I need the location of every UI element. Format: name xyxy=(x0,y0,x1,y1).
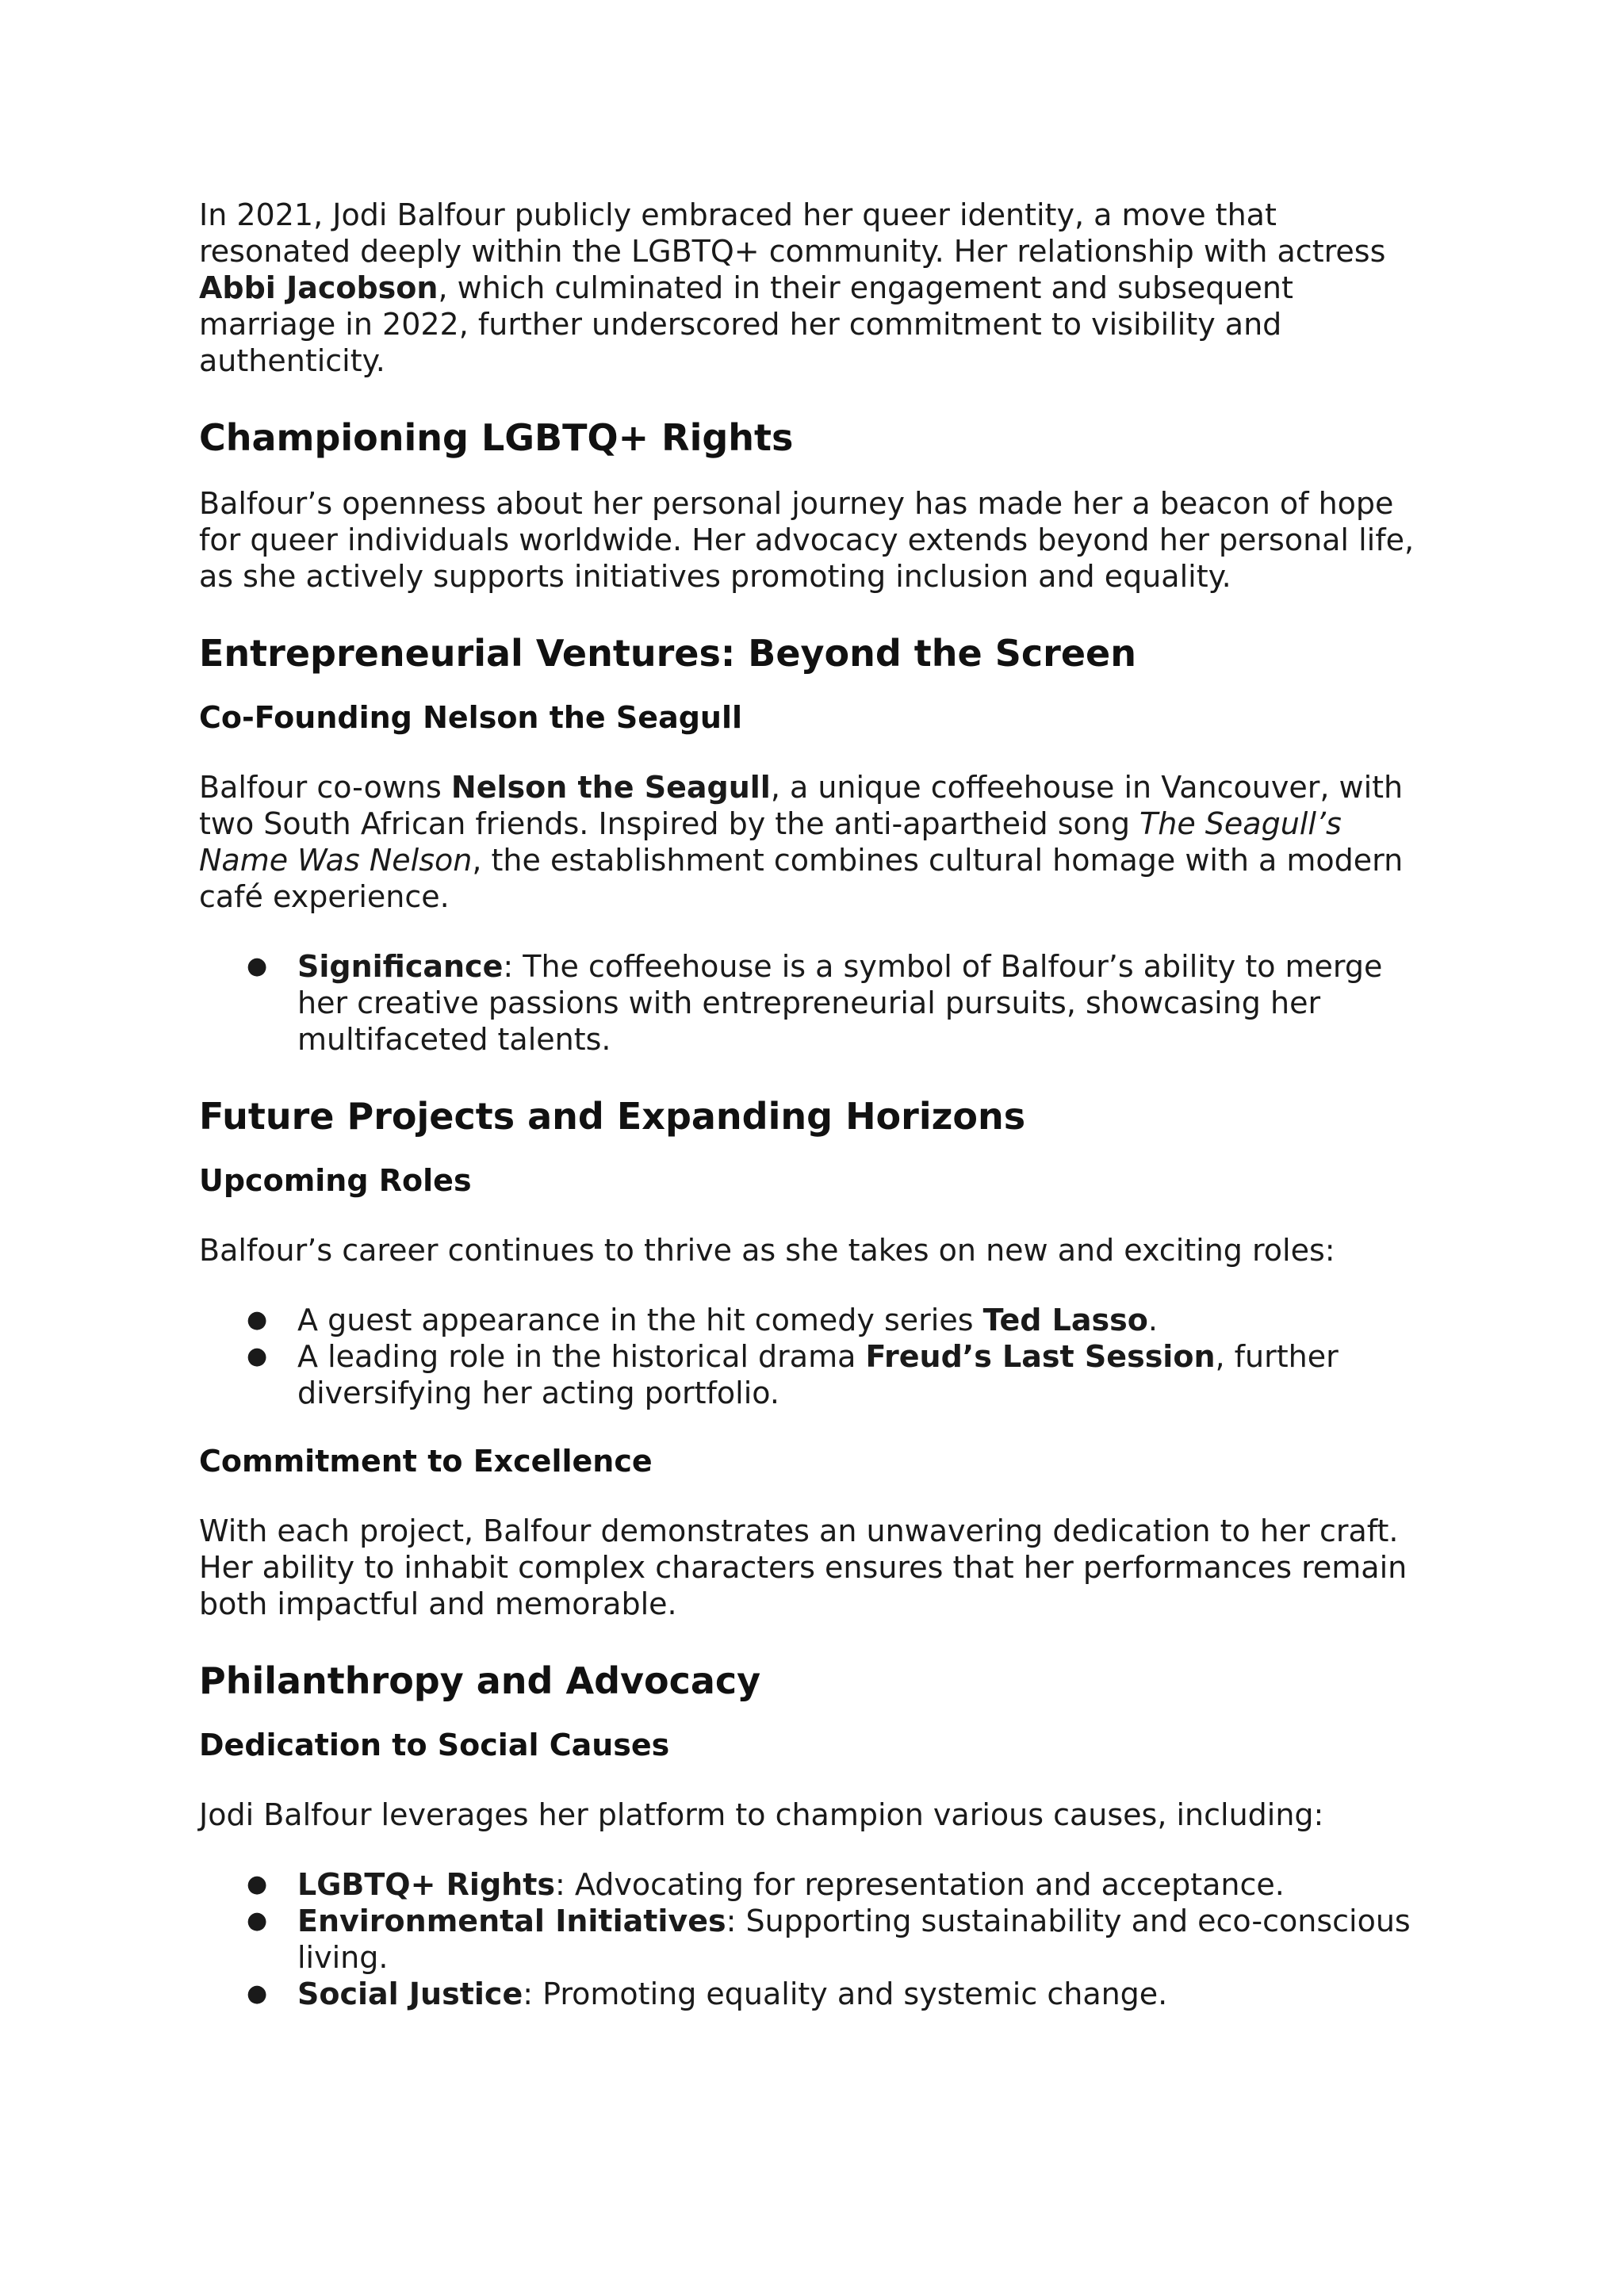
bullet-icon: ● xyxy=(247,1306,268,1334)
entrepreneurial-text-1: Balfour co-owns xyxy=(199,770,451,805)
entrepreneurial-text-2: , a unique coffeehouse in Vancouver, with two South African friends. Inspired by the anti-apartheid song xyxy=(199,770,1404,841)
heading-future: Future Projects and Expanding Horizons xyxy=(199,1095,1026,1138)
significance-list xyxy=(199,948,1436,1058)
list-item-bold: Ted Lasso xyxy=(982,1303,1148,1337)
list-item-significance xyxy=(199,948,1436,1058)
list-item-label: Significance xyxy=(297,949,504,984)
championing-paragraph: Balfour’s openness about her personal journey has made her a beacon of hope for queer individuals worldwide. Her advocacy extends beyond her personal life, as she actively supports initiatives promoting inclusion and equality. xyxy=(199,486,1415,594)
bullet-icon: ● xyxy=(247,1870,268,1898)
subheading-co-founding: Co-Founding Nelson the Seagull xyxy=(199,700,743,735)
list-item-bold: Freud’s Last Session xyxy=(865,1339,1216,1374)
entrepreneurial-paragraph xyxy=(199,769,1436,915)
document-page xyxy=(199,197,1436,2012)
list-item-text: . xyxy=(1147,1303,1158,1337)
roles-list xyxy=(199,1302,1436,1411)
list-item-social-justice xyxy=(199,1976,1436,2012)
list-item-label: Environmental Initiatives xyxy=(297,1904,726,1938)
list-item-text: A guest appearance in the hit comedy series xyxy=(297,1303,983,1337)
list-item-text: : Promoting equality and systemic change. xyxy=(523,1976,1168,2011)
list-item-lgbtq-rights xyxy=(199,1866,1436,1903)
list-item-environmental xyxy=(199,1903,1436,1976)
list-item-freud xyxy=(199,1338,1436,1411)
intro-text-2: , which culminated in their engagement and subsequent marriage in 2022, further underscored her commitment to visibility and authenticity. xyxy=(199,270,1293,378)
song-title: The Seagull’s Name Was Nelson xyxy=(199,806,1342,878)
list-item-label: LGBTQ+ Rights xyxy=(297,1867,555,1902)
philanthropy-paragraph: Jodi Balfour leverages her platform to champion various causes, including: xyxy=(199,1797,1324,1832)
bullet-icon: ● xyxy=(247,1980,268,2007)
bullet-icon: ● xyxy=(247,1342,268,1370)
list-item-text: : Advocating for representation and acceptance. xyxy=(555,1867,1285,1902)
list-item-text: A leading role in the historical drama xyxy=(297,1339,866,1374)
bullet-icon: ● xyxy=(247,1907,268,1934)
list-item-text: , further diversifying her acting portfolio. xyxy=(297,1339,1339,1410)
causes-list xyxy=(199,1866,1436,2012)
subheading-commitment: Commitment to Excellence xyxy=(199,1444,653,1479)
subheading-social-causes: Dedication to Social Causes xyxy=(199,1728,670,1762)
intro-text-1: In 2021, Jodi Balfour publicly embraced her queer identity, a move that resonated deeply within the LGBTQ+ community. Her relationship with actress xyxy=(199,197,1386,269)
list-item-ted-lasso xyxy=(199,1302,1436,1338)
list-item-text: : Supporting sustainability and eco-conscious living. xyxy=(297,1904,1411,1975)
bullet-icon: ● xyxy=(247,952,268,980)
future-paragraph-1: Balfour’s career continues to thrive as she takes on new and exciting roles: xyxy=(199,1233,1335,1268)
entrepreneurial-bold-name: Nelson the Seagull xyxy=(450,770,771,805)
subheading-upcoming-roles: Upcoming Roles xyxy=(199,1163,472,1198)
entrepreneurial-text-3: , the establishment combines cultural homage with a modern café experience. xyxy=(199,843,1404,914)
list-item-label: Social Justice xyxy=(297,1976,523,2011)
intro-bold-name: Abbi Jacobson xyxy=(199,270,439,305)
heading-philanthropy: Philanthropy and Advocacy xyxy=(199,1659,761,1702)
heading-championing: Championing LGBTQ+ Rights xyxy=(199,416,794,459)
heading-entrepreneurial: Entrepreneurial Ventures: Beyond the Screen xyxy=(199,632,1136,675)
list-item-text: : The coffeehouse is a symbol of Balfour’s ability to merge her creative passions with entrepreneurial pursuits, showcasing her multifaceted talents. xyxy=(297,949,1383,1057)
intro-paragraph xyxy=(199,197,1436,379)
future-paragraph-2: With each project, Balfour demonstrates an unwavering dedication to her craft. Her ability to inhabit complex characters ensures that her performances remain both impactful and memorable. xyxy=(199,1513,1408,1621)
